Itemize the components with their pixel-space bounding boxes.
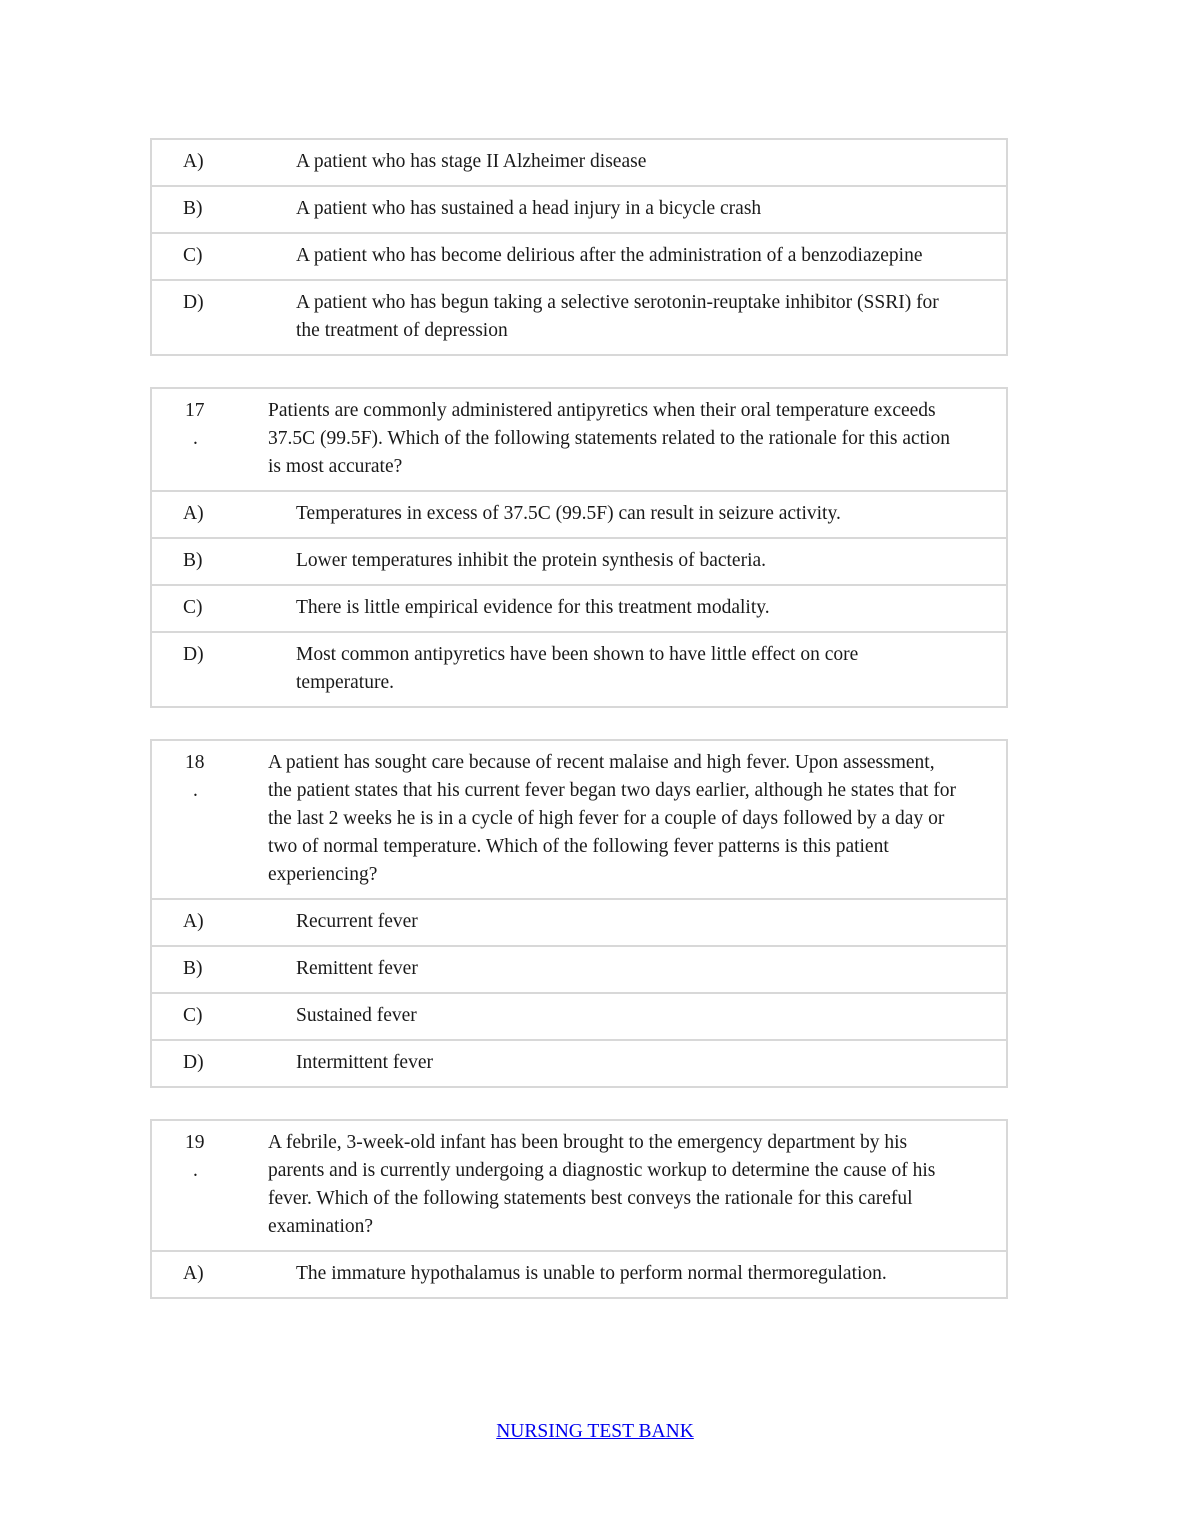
option-text: Most common antipyretics have been shown to have little effect on core temperature. bbox=[296, 644, 859, 693]
option-letter: C) bbox=[183, 1005, 203, 1026]
answer-option-row bbox=[152, 537, 1006, 584]
option-letter: A) bbox=[183, 1263, 204, 1284]
option-text: A patient who has begun taking a selective serotonin-reuptake inhibitor (SSRI) for the treatment of depression bbox=[296, 292, 939, 341]
answer-option-row bbox=[152, 898, 1006, 945]
question-row bbox=[152, 741, 1006, 898]
option-letter: A) bbox=[183, 503, 204, 524]
question-number: 18 bbox=[185, 752, 205, 773]
question-number: 19 bbox=[185, 1132, 205, 1153]
answer-option-row bbox=[152, 584, 1006, 631]
question-text: A febrile, 3-week-old infant has been brought to the emergency department by his parents and is currently undergoing a diagnostic workup to determine the cause of his fever. Which of the following statements best conveys the rationale for this careful examination? bbox=[268, 1132, 936, 1237]
option-text: Sustained fever bbox=[296, 1005, 417, 1026]
answer-option-row bbox=[152, 232, 1006, 279]
question-18-table bbox=[150, 739, 1008, 1088]
option-letter: B) bbox=[183, 198, 203, 219]
answer-option-row bbox=[152, 279, 1006, 354]
option-letter: D) bbox=[183, 644, 204, 665]
answer-option-row bbox=[152, 1250, 1006, 1297]
option-letter: C) bbox=[183, 597, 203, 618]
option-text: A patient who has stage II Alzheimer disease bbox=[296, 151, 647, 172]
question-number-period: . bbox=[193, 428, 198, 449]
answer-option-row bbox=[152, 1039, 1006, 1086]
option-letter: D) bbox=[183, 292, 204, 313]
answer-option-row bbox=[152, 490, 1006, 537]
option-letter: C) bbox=[183, 245, 203, 266]
answer-option-row bbox=[152, 140, 1006, 185]
option-text: Recurrent fever bbox=[296, 911, 418, 932]
answer-options-table-previous bbox=[150, 138, 1008, 356]
question-number-cell bbox=[152, 741, 268, 814]
answer-option-row bbox=[152, 992, 1006, 1039]
question-number-period: . bbox=[193, 780, 198, 801]
answer-option-row bbox=[152, 185, 1006, 232]
nursing-test-bank-link[interactable]: NURSING TEST BANK bbox=[496, 1421, 694, 1442]
option-text: The immature hypothalamus is unable to perform normal thermoregulation. bbox=[296, 1263, 887, 1284]
question-row bbox=[152, 389, 1006, 490]
option-text: A patient who has sustained a head injury in a bicycle crash bbox=[296, 198, 762, 219]
option-text: Intermittent fever bbox=[296, 1052, 433, 1073]
option-text: There is little empirical evidence for this treatment modality. bbox=[296, 597, 770, 618]
question-row bbox=[152, 1121, 1006, 1250]
option-letter: A) bbox=[183, 151, 204, 172]
question-number-cell bbox=[152, 389, 268, 462]
document-body bbox=[150, 0, 1008, 1299]
question-number-period: . bbox=[193, 1160, 198, 1181]
question-17-table bbox=[150, 387, 1008, 708]
question-number-cell bbox=[152, 1121, 268, 1194]
answer-option-row bbox=[152, 945, 1006, 992]
option-letter: D) bbox=[183, 1052, 204, 1073]
page-footer bbox=[0, 1418, 1190, 1446]
option-letter: B) bbox=[183, 550, 203, 571]
option-text: Remittent fever bbox=[296, 958, 418, 979]
option-letter: A) bbox=[183, 911, 204, 932]
question-text: A patient has sought care because of recent malaise and high fever. Upon assessment, the patient states that his current fever began two days earlier, although he states that for the last 2 weeks he is in a cycle of high fever for a couple of days followed by a day or two of normal temperature. Which of the following fever patterns is this patient experiencing? bbox=[268, 752, 956, 885]
answer-option-row bbox=[152, 631, 1006, 706]
option-text: A patient who has become delirious after the administration of a benzodiazepine bbox=[296, 245, 923, 266]
option-text: Lower temperatures inhibit the protein synthesis of bacteria. bbox=[296, 550, 767, 571]
question-text: Patients are commonly administered antipyretics when their oral temperature exceeds 37.5C (99.5F). Which of the following statements related to the rationale for this action is most accurate? bbox=[268, 400, 950, 477]
option-letter: B) bbox=[183, 958, 203, 979]
question-19-table bbox=[150, 1119, 1008, 1299]
option-text: Temperatures in excess of 37.5C (99.5F) can result in seizure activity. bbox=[296, 503, 841, 524]
question-number: 17 bbox=[185, 400, 205, 421]
